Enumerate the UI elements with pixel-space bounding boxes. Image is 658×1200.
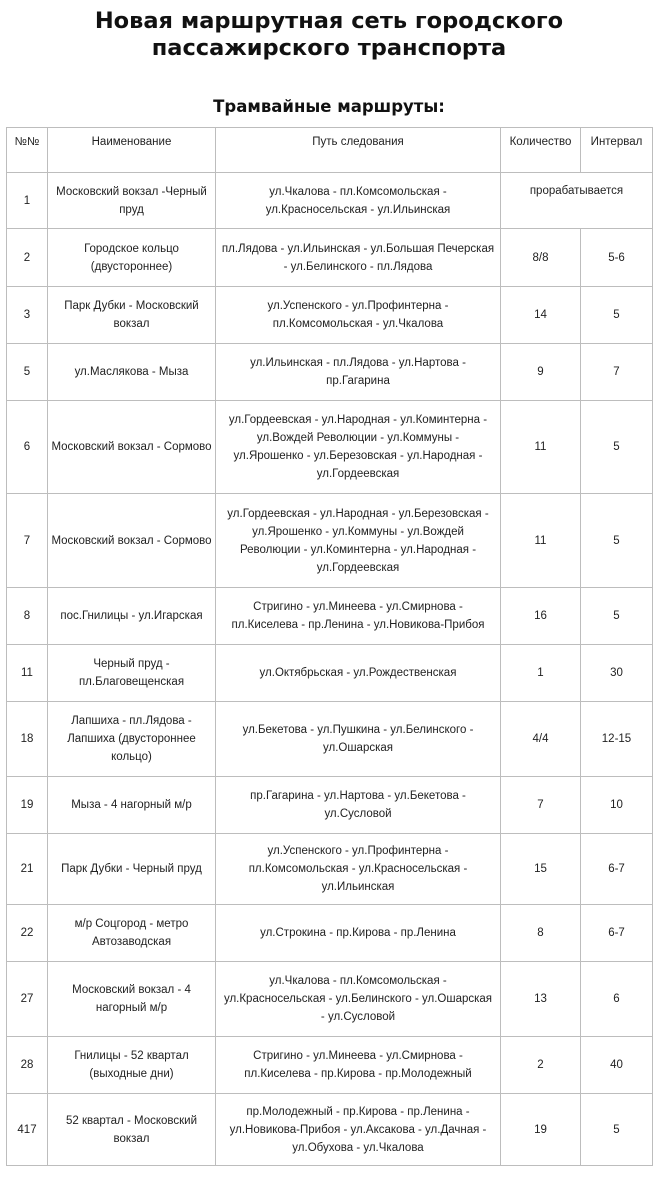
cell-text-line: ул.Гордеевская [316,468,400,480]
vehicle-count-cell: 4/4 [501,702,581,777]
cell-text-line: (двустороннее) [90,260,173,273]
cell-text-line: пл.Комсомольская - ул.Красносельская - [248,863,468,875]
route-path-cell [216,1094,501,1166]
cell-text-line: пл.Киселева - пр.Ленина - ул.Новикова-Прибоя [231,619,485,631]
section-heading: Трамвайные маршруты: [213,97,445,116]
vehicle-count-cell: 11 [501,494,581,588]
cell-text-line: пруд [119,203,144,216]
route-number-cell: 19 [7,777,48,834]
cell-text-line: ул.Успенского - ул.Профинтерна - [267,300,449,312]
route-number-cell: 3 [7,287,48,344]
table-row [7,229,653,287]
column-header-interval: Интервал [581,128,653,173]
cell-text-line: вокзал [113,318,150,330]
cell-text-line: ул.Маслякова - Мыза [74,366,189,378]
cell-text-line: ул.Гордеевская - ул.Народная - ул.Березовская - [227,507,489,520]
route-path-cell [216,588,501,645]
route-number-cell: 417 [7,1094,48,1166]
cell-text-line: ул.Успенского - ул.Профинтерна - [267,845,449,857]
table-row [7,287,653,344]
cell-text-line: ул.Обухова - ул.Чкалова [292,1141,424,1154]
cell-text-line: Московский вокзал - Сормово [51,534,212,547]
route-path-cell [216,173,501,229]
cell-text-line: м/р Соцгород - метро [74,918,189,930]
cell-text-line: ул.Вождей Революции - ул.Коммуны - [256,432,460,444]
vehicle-count-cell: 7 [501,777,581,834]
cell-text-line: Автозаводская [91,936,172,948]
cell-text-line: - ул.Сусловой [320,1011,396,1023]
vehicle-count-cell: 1 [501,645,581,702]
cell-text-line: Лапшиха (двустороннее [67,733,196,745]
route-name-cell [48,401,216,494]
table-row [7,905,653,962]
route-name-cell [48,645,216,702]
vehicle-count-cell: 16 [501,588,581,645]
page-title-line-1: Новая маршрутная сеть городского [94,8,564,34]
column-header-path: Путь следования [216,128,501,173]
cell-text-line: Революции - ул.Коминтерна - ул.Народная - [239,543,477,556]
vehicle-count-cell: 2 [501,1037,581,1094]
table-row [7,834,653,905]
route-path-cell [216,905,501,962]
table-row [7,1094,653,1166]
route-name-cell [48,1037,216,1094]
cell-text-line: пр.Молодежный - пр.Кирова - пр.Ленина - [246,1105,470,1118]
route-name-cell [48,173,216,229]
header-row [7,128,653,173]
interval-cell: 7 [581,344,653,401]
cell-text-line: ул.Гордеевская [316,561,400,574]
cell-text-line: ул.Ильинская [321,881,395,893]
route-number-cell: 1 [7,173,48,229]
interval-cell: 6-7 [581,905,653,962]
cell-text-line: ул.Новикова-Прибоя - ул.Аксакова - ул.Дачная - [229,1123,487,1136]
cell-text-line: - ул.Белинского - пл.Лядова [283,260,433,273]
cell-text-line: пос.Гнилицы - ул.Игарская [60,610,203,622]
interval-cell: 5 [581,1094,653,1166]
cell-text-line: Гнилицы - 52 квартал [74,1050,189,1062]
interval-cell: 40 [581,1037,653,1094]
cell-text-line: ул.Ярошенко - ул.Коммуны - ул.Вождей [252,525,464,538]
page-title [0,8,658,62]
route-name-cell [48,344,216,401]
cell-text-line: Городское кольцо [84,242,179,255]
route-path-cell [216,834,501,905]
route-path-cell [216,494,501,588]
page-title-line-2: пассажирского транспорта [151,35,507,61]
route-name-cell [48,905,216,962]
route-path-cell [216,962,501,1037]
cell-text-line: пр.Гагарина - ул.Нартова - ул.Бекетова - [250,790,466,802]
cell-text-line: Стригино - ул.Минеева - ул.Смирнова - [253,601,463,613]
cell-text-line: Московский вокзал - 4 [72,984,191,996]
route-path-cell [216,1037,501,1094]
route-number-cell: 11 [7,645,48,702]
table-row [7,344,653,401]
table-row [7,1037,653,1094]
table-row [7,645,653,702]
interval-cell: 30 [581,645,653,702]
cell-text-line: Лапшиха - пл.Лядова - [71,715,192,727]
cell-text-line: ул.Строкина - пр.Кирова - пр.Ленина [260,927,456,939]
route-number-cell: 28 [7,1037,48,1094]
route-path-cell [216,401,501,494]
cell-text-line: 52 квартал - Московский [65,1114,198,1127]
tram-routes-table [6,127,653,1166]
cell-text-line: Парк Дубки - Черный пруд [61,863,202,875]
route-name-cell [48,834,216,905]
route-name-cell [48,702,216,777]
table-row [7,962,653,1037]
cell-text-line: ул.Красносельская - ул.Белинского - ул.Ошарская [223,993,493,1005]
route-number-cell: 18 [7,702,48,777]
interval-cell: 5-6 [581,229,653,287]
column-header-number: №№ [7,128,48,173]
cell-text-line: Стригино - ул.Минеева - ул.Смирнова - [253,1050,463,1062]
route-name-cell [48,962,216,1037]
interval-cell: 6-7 [581,834,653,905]
table-row [7,173,653,229]
route-number-cell: 8 [7,588,48,645]
cell-text-line: (выходные дни) [89,1068,174,1080]
interval-cell: 5 [581,494,653,588]
vehicle-count-cell: 15 [501,834,581,905]
route-name-cell [48,777,216,834]
table-body [7,173,653,1166]
vehicle-count-cell: 9 [501,344,581,401]
route-number-cell: 2 [7,229,48,287]
table-row [7,401,653,494]
vehicle-count-cell: 19 [501,1094,581,1166]
vehicle-count-cell: 14 [501,287,581,344]
route-path-cell [216,344,501,401]
cell-text-line: ул.Сусловой [324,808,392,820]
route-number-cell: 6 [7,401,48,494]
table-row [7,588,653,645]
cell-text-line: Мыза - 4 нагорный м/р [71,799,192,811]
interval-cell: 5 [581,401,653,494]
cell-text-line: нагорный м/р [95,1002,168,1014]
cell-text-line: пл.Благовещенская [78,676,185,688]
cell-text-line: Парк Дубки - Московский [64,300,199,312]
cell-text-line: ул.Октябрьская - ул.Рождественская [259,667,457,679]
cell-text-line: ул.Бекетова - ул.Пушкина - ул.Белинского - [242,724,474,736]
cell-text-line: Московский вокзал -Черный [56,185,207,198]
cell-text-line: кольцо) [111,751,152,763]
interval-cell: 5 [581,588,653,645]
route-number-cell: 5 [7,344,48,401]
table-row [7,702,653,777]
cell-text-line: пл.Киселева - пр.Кирова - пр.Молодежный [244,1068,472,1080]
cell-text-line: ул.Гордеевская - ул.Народная - ул.Коминтерна - [228,414,488,426]
table-row [7,494,653,588]
cell-text-line: пл.Комсомольская - ул.Чкалова [272,318,444,330]
interval-cell: 12-15 [581,702,653,777]
route-name-cell [48,229,216,287]
route-path-cell [216,287,501,344]
cell-text-line: пл.Лядова - ул.Ильинская - ул.Большая Печерская [221,242,495,255]
cell-text-line: ул.Красносельская - ул.Ильинская [265,203,451,216]
route-number-cell: 22 [7,905,48,962]
route-path-cell [216,702,501,777]
cell-text-line: пр.Гагарина [326,375,390,387]
cell-text-line: вокзал [113,1132,150,1145]
column-header-count: Количество [501,128,581,173]
cell-text-line: ул.Чкалова - пл.Комсомольская - [269,185,447,198]
interval-cell: 5 [581,287,653,344]
vehicle-count-cell: 11 [501,401,581,494]
cell-text-line: ул.Ярошенко - ул.Березовская - ул.Народная - [233,450,483,462]
cell-text-line: Московский вокзал - Сормово [51,441,212,453]
vehicle-count-cell: 13 [501,962,581,1037]
route-name-cell [48,494,216,588]
route-number-cell: 21 [7,834,48,905]
cell-text-line: ул.Чкалова - пл.Комсомольская - [269,975,447,987]
cell-text-line: ул.Ошарская [322,742,394,754]
route-number-cell: 7 [7,494,48,588]
route-path-cell [216,777,501,834]
route-path-cell [216,645,501,702]
cell-text-line: Черный пруд - [93,658,170,670]
vehicle-count-cell: 8/8 [501,229,581,287]
route-name-cell [48,287,216,344]
route-name-cell [48,1094,216,1166]
cell-text-line: ул.Ильинская - пл.Лядова - ул.Нартова - [250,357,466,369]
interval-cell: 6 [581,962,653,1037]
route-path-cell [216,229,501,287]
route-name-cell [48,588,216,645]
route-number-cell: 27 [7,962,48,1037]
vehicle-count-cell: 8 [501,905,581,962]
table-row [7,777,653,834]
column-header-name: Наименование [48,128,216,173]
interval-cell: 10 [581,777,653,834]
route-status-cell: прорабатывается [501,173,653,229]
